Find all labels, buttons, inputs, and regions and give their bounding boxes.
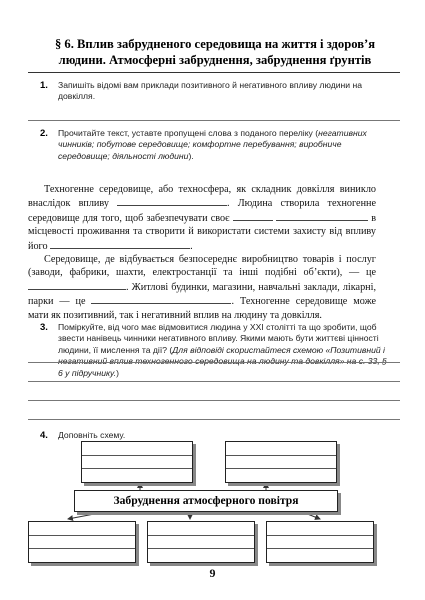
page-number: 9 xyxy=(209,566,216,580)
scheme-box-line xyxy=(29,535,135,536)
task-2-number: 2. xyxy=(40,128,48,139)
task-3-number: 3. xyxy=(40,322,48,333)
task-4-number: 4. xyxy=(40,430,48,441)
scheme-box-line xyxy=(148,548,254,549)
task-4-text: Доповніть схему. xyxy=(58,430,126,440)
scheme-box-line xyxy=(82,468,192,469)
passage-part-2c: . Техногенне середовище може мати як позитивний, так і негативний вплив на людину та довкілля. xyxy=(28,296,376,321)
task-2-word-list: негативних чинників; побутове середовище; комфортне перебування; виробниче середовище; діяльності людини xyxy=(58,128,367,161)
section-title: § 6. Вплив забрудненого середовища на життя і здоров’я людини. Атмосферні забруднення, забруднення ґрунтів xyxy=(54,37,376,67)
passage-part-1c: в місцевості проживання та створити й використати системи захисту від впливу його xyxy=(28,212,377,252)
passage-part-1b: . Людина створила техногенне середовище для того, щоб забезпечувати своє xyxy=(28,198,376,224)
passage-part-2b: . Житлові будинки, магазини, навчальні заклади, лікарні, парки — це xyxy=(28,281,376,308)
scheme-box-top-right[interactable] xyxy=(225,441,337,483)
task-3-question: Поміркуйте, від чого має відмовитися людина у XXI столітті та що зробити, щоб звести нанівець чинники негативного впливу. Якими мають бути життєві цінності людини, її мислення та дії? ( xyxy=(58,322,379,355)
scheme-box-line xyxy=(267,535,373,536)
task-1-text: Запишіть відомі вам приклади позитивного й негативного впливу людини на довкілля. xyxy=(58,80,362,102)
scheme-box-line xyxy=(29,548,135,549)
scheme-box-bottom-right[interactable] xyxy=(266,521,374,563)
task-1-number: 1. xyxy=(40,80,48,91)
scheme-box-top-left[interactable] xyxy=(81,441,193,483)
task-2-instruction-end: ). xyxy=(188,150,194,161)
scheme-box-line xyxy=(226,468,336,469)
passage-part-2a: Середовище, де відбувається безпосереднє виробництво товарів і послуг (заводи, фабрики, шахти, електростанції та інші подібні об’єкти), — це xyxy=(28,254,376,279)
scheme-center-box: Забруднення атмосферного повітря xyxy=(74,490,338,512)
task-3-question-end: ) xyxy=(116,367,120,378)
task-2-instruction: Прочитайте текст, уставте пропущені слова з поданого переліку ( xyxy=(58,128,319,138)
fill-in-passage: Техногенне середовище, або техносфера, як складник довкілля виникло внаслідок впливу . Людина створила техногенне середовище для того, щоб забезпечувати своє в місцевості проживання та створити й використати системи захисту від впливу його . Середовище, де відбувається безпосереднє виробництво товарів і послуг (заводи, фабрики, шахти, електростанції та інші подібні об’єкти), — це . Житлові будинки, магазини, навчальні заклади, лікарні, парки — це . Техногенне середовище може мати як позитивний, так і негативний вплив на людину та довкілля. xyxy=(28,184,377,321)
scheme-box-line xyxy=(267,548,373,549)
scheme-box-bottom-left[interactable] xyxy=(28,521,136,563)
task-3-hint: Для відповіді скористайтеся схемою «Позитивний і негативний вплив техногенного середовища на людину та довкілля» на с. 33, § 6 у підручнику. xyxy=(58,344,387,378)
scheme-box-line xyxy=(82,455,192,456)
passage-part-1a: Техногенне середовище, або техносфера, як складник довкілля виникло внаслідок впливу xyxy=(28,184,376,210)
scheme-box-line xyxy=(226,455,336,456)
scheme-box-bottom-middle[interactable] xyxy=(147,521,255,563)
scheme-box-line xyxy=(148,535,254,536)
